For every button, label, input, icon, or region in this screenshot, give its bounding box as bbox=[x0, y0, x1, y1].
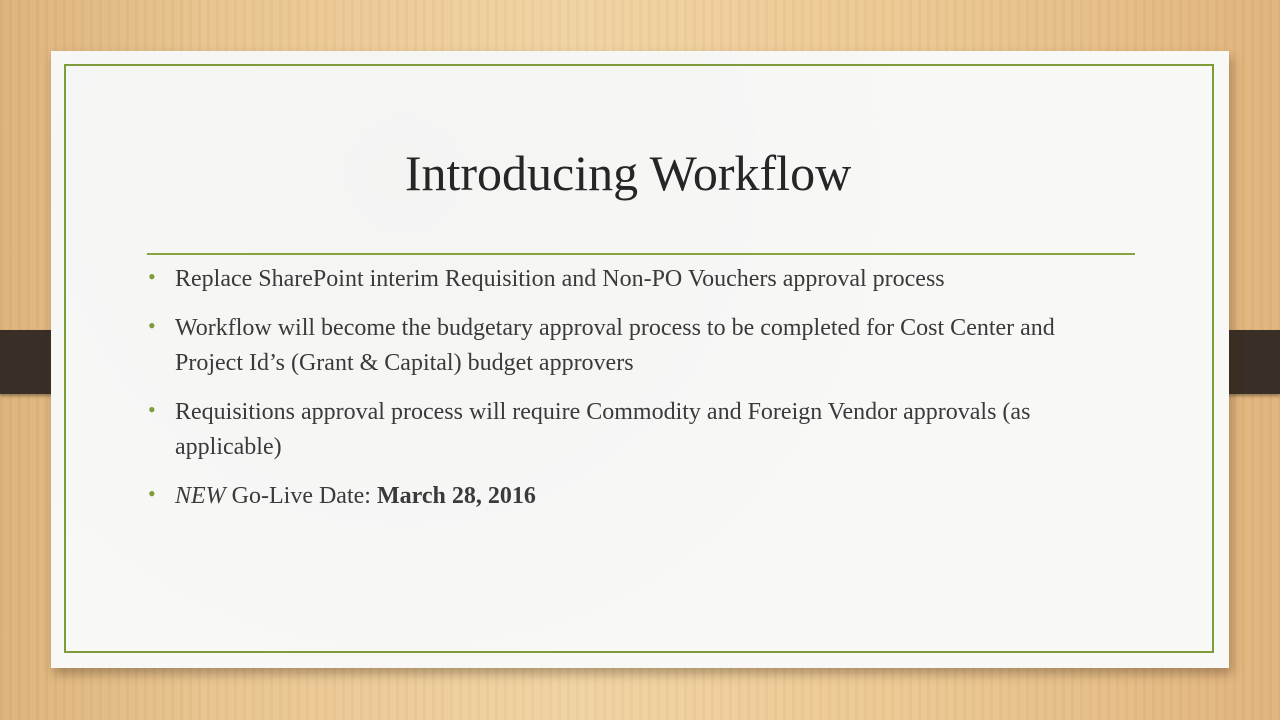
bullet-text: Replace SharePoint interim Requisition and Non-PO Vouchers approval process bbox=[175, 266, 945, 292]
bullet-icon: • bbox=[148, 313, 156, 338]
go-live-date: March 28, 2016 bbox=[376, 483, 536, 509]
bullet-text: Requisitions approval process will require Commodity and Foreign Vendor approvals (as applicable) bbox=[175, 399, 1031, 460]
bullet-icon: • bbox=[148, 264, 156, 289]
bullet-item bbox=[148, 395, 1105, 465]
slide-title: Introducing Workflow bbox=[404, 145, 852, 201]
bullet-item bbox=[148, 262, 1105, 297]
bullet-icon: • bbox=[148, 481, 156, 506]
bullet-icon: • bbox=[148, 397, 156, 422]
bullet-item bbox=[148, 479, 1105, 514]
new-label: NEW bbox=[175, 483, 226, 509]
bullet-list bbox=[148, 262, 1105, 528]
slide-card bbox=[51, 51, 1229, 668]
go-live-label: Go-Live Date: bbox=[225, 483, 377, 509]
bullet-item bbox=[148, 311, 1105, 381]
title-divider bbox=[147, 253, 1135, 255]
bullet-text: Workflow will become the budgetary approval process to be completed for Cost Center and Project Id’s (Grant & Capital) budget approvers bbox=[175, 315, 1055, 376]
